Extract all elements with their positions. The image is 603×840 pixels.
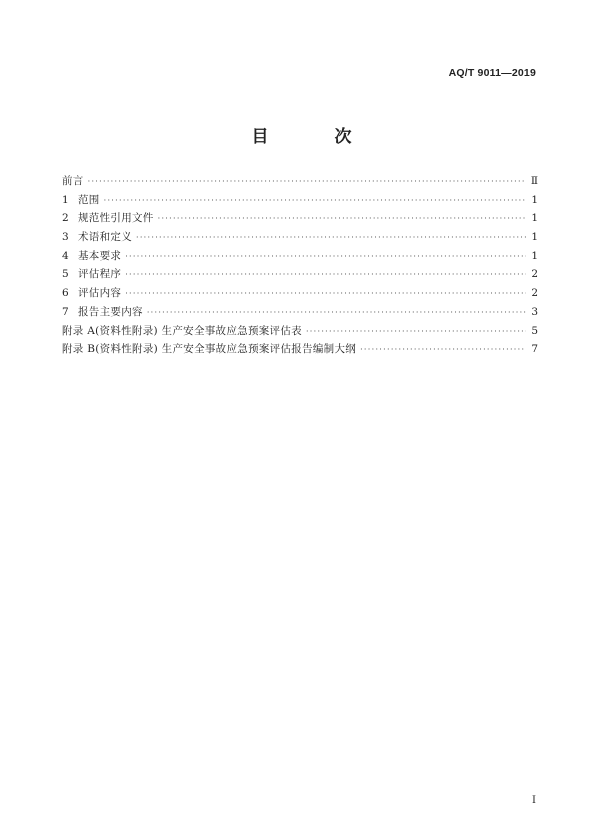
toc-entry-appendix-a[interactable] [62, 322, 538, 341]
toc-entry-label: 附录 B(资料性附录) 生产安全事故应急预案评估报告编制大纲 [62, 343, 357, 356]
toc-entry-label: 评估内容 [78, 287, 122, 300]
toc-entry-page: 3 [531, 305, 538, 318]
toc-leader-dots [125, 266, 526, 285]
toc-entry-number: 2 [62, 212, 69, 225]
toc-entry-terms[interactable] [62, 228, 538, 247]
toc-entry-foreword[interactable] [62, 172, 538, 191]
table-of-contents [62, 172, 538, 359]
toc-entry-number: 5 [62, 268, 69, 281]
toc-entry-label: 报告主要内容 [78, 305, 143, 318]
toc-entry-page: 1 [531, 249, 538, 262]
page-number: I [532, 795, 536, 806]
toc-entry-number: 7 [62, 305, 69, 318]
toc-entry-number: 3 [62, 231, 69, 244]
toc-leader-dots [104, 192, 526, 211]
toc-entry-page: 1 [531, 212, 538, 225]
toc-leader-dots [136, 229, 526, 248]
toc-entry-page: 2 [531, 287, 538, 300]
toc-entry-appendix-b[interactable] [62, 340, 538, 359]
toc-entry-label: 术语和定义 [78, 231, 132, 244]
standard-code: AQ/T 9011—2019 [448, 67, 536, 79]
toc-entry-label: 前言 [62, 175, 84, 187]
toc-entry-number: 4 [62, 249, 69, 262]
toc-entry-label: 附录 A(资料性附录) 生产安全事故应急预案评估表 [62, 324, 302, 337]
toc-entry-page: Ⅱ [530, 175, 538, 187]
toc-leader-dots [147, 304, 526, 323]
toc-entry-label: 范围 [78, 193, 100, 206]
toc-entry-evaluation-procedure[interactable] [62, 265, 538, 284]
toc-entry-scope[interactable] [62, 191, 538, 210]
toc-entry-page: 1 [531, 231, 538, 244]
toc-leader-dots [158, 210, 526, 229]
toc-entry-normative-references[interactable] [62, 209, 538, 228]
toc-leader-dots [360, 341, 526, 360]
toc-entry-report-content[interactable] [62, 303, 538, 322]
toc-leader-dots [125, 248, 526, 267]
toc-entry-evaluation-content[interactable] [62, 284, 538, 303]
toc-entry-label: 基本要求 [78, 249, 122, 262]
toc-entry-label: 规范性引用文件 [78, 212, 154, 225]
toc-leader-dots [125, 285, 526, 304]
toc-entry-page: 2 [531, 268, 538, 281]
toc-entry-label: 评估程序 [78, 268, 122, 281]
toc-entry-page: 5 [531, 324, 538, 337]
toc-title: 目 次 [251, 127, 382, 147]
toc-entry-page: 1 [531, 193, 538, 206]
toc-entry-page: 7 [531, 343, 538, 356]
toc-leader-dots [88, 173, 526, 192]
toc-leader-dots [306, 323, 526, 342]
toc-entry-basic-requirements[interactable] [62, 247, 538, 266]
toc-entry-number: 1 [62, 193, 69, 206]
toc-entry-number: 6 [62, 287, 69, 300]
